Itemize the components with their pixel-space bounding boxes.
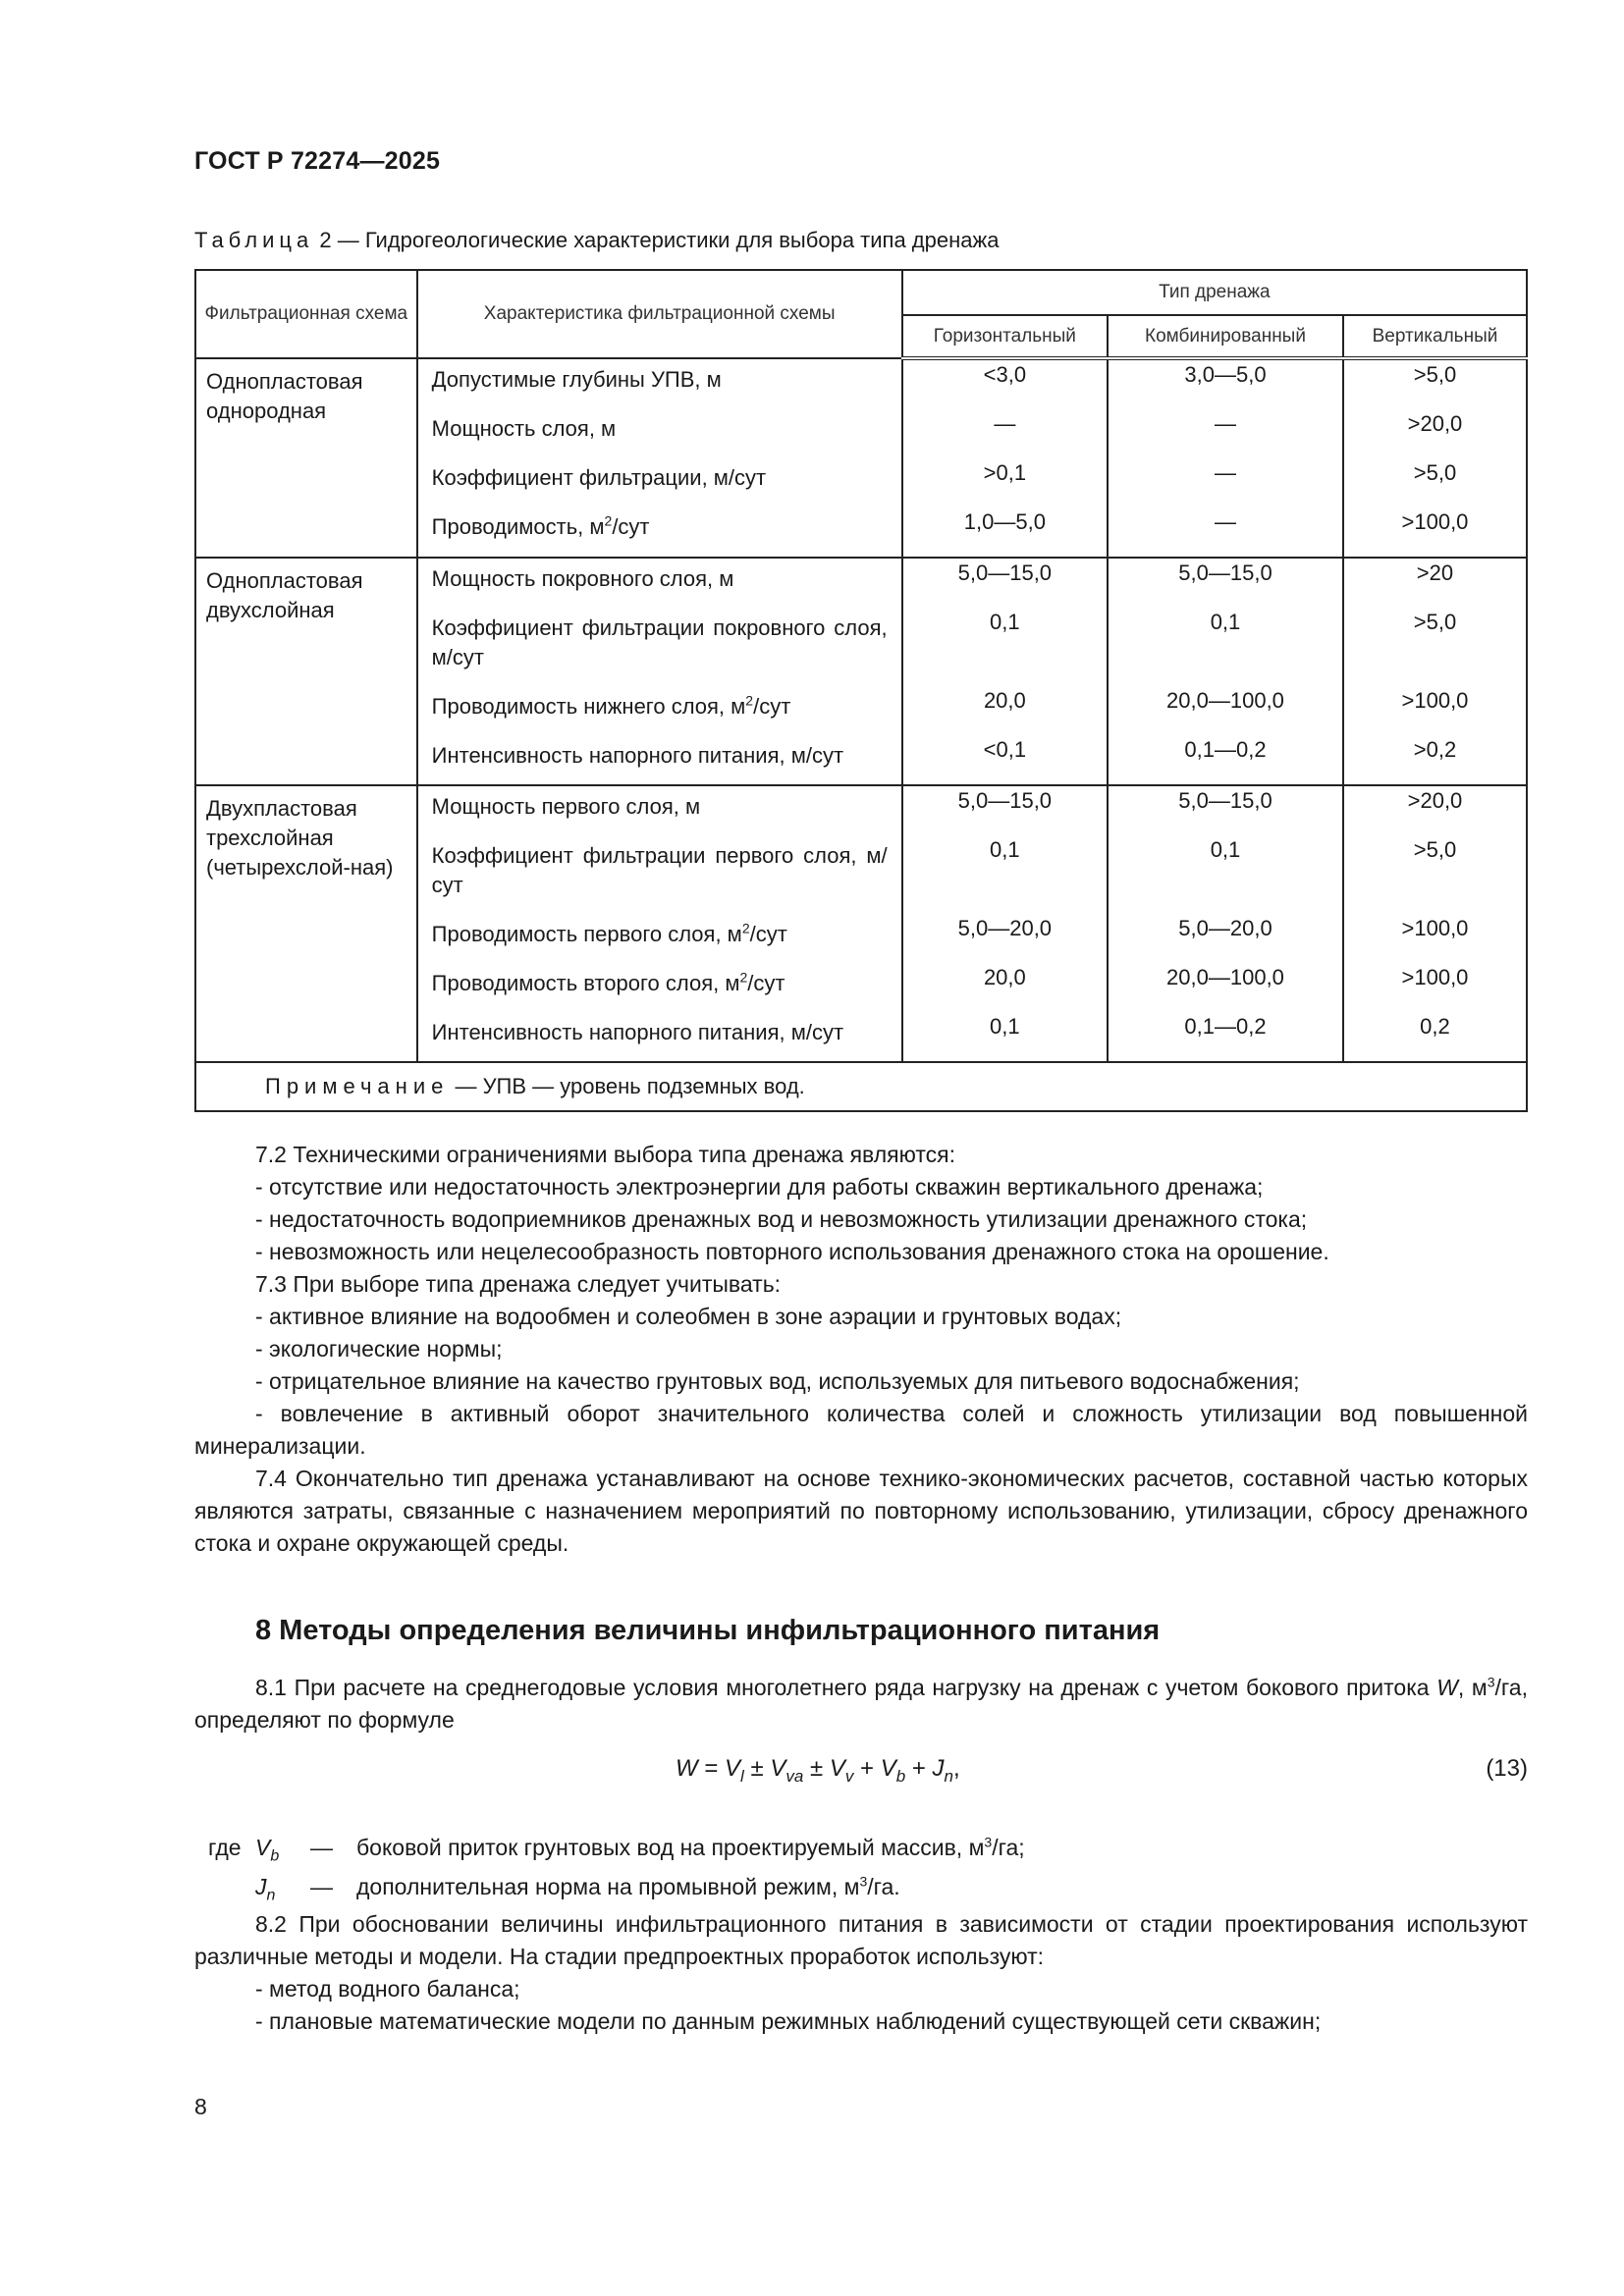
var-w: W <box>1436 1675 1458 1700</box>
paragraph-8-1 <box>194 1672 1528 1736</box>
characteristic-cell <box>417 785 902 1062</box>
characteristic-text: Мощность слоя, м <box>431 416 617 441</box>
formula-expression: $W = V_l \pm V_{va} \pm V_v + V_b + J_n$, <box>676 1755 960 1786</box>
table-note <box>195 1062 1527 1111</box>
characteristic-text: Мощность покровного слоя, м <box>431 566 734 591</box>
value-text: 20,0 <box>983 965 1026 989</box>
characteristic-text: Интенсивность напорного питания, м/сут <box>431 1020 844 1044</box>
value-text: 3,0—5,0 <box>1184 362 1267 387</box>
characteristic-text: Мощность первого слоя, м <box>431 794 701 819</box>
value-text: >5,0 <box>1413 460 1457 485</box>
table-caption-title: 2 — Гидрогеологические характеристики для выбора типа дренажа <box>313 228 1000 252</box>
p81-tail: /га, определяют по формуле <box>194 1675 1528 1733</box>
characteristic-text: Допустимые глубины УПВ, м <box>431 367 722 392</box>
value-text: 0,2 <box>1420 1014 1450 1039</box>
p81-sup: 3 <box>1487 1674 1495 1690</box>
table-row-group <box>195 558 1527 785</box>
value-text: 5,0—15,0 <box>957 788 1053 813</box>
value-text: 0,1 <box>1210 610 1241 634</box>
schema-cell: Двухпластовая трехслойная (четырехслой-ная) <box>195 785 417 1062</box>
value-text: — <box>1214 509 1236 534</box>
vertical-cell <box>1343 785 1527 1062</box>
characteristic-cell <box>417 358 902 558</box>
list-item: - недостаточность водоприемников дренажных вод и невозможность утилизации дренажного стока; <box>255 1206 1308 1232</box>
schema-cell: Однопластовая двухслойная <box>195 558 417 785</box>
p81-unit: , м <box>1457 1675 1488 1700</box>
list-item: - невозможность или нецелесообразность повторного использования дренажного стока на орошение. <box>255 1239 1329 1264</box>
drainage-table <box>194 269 1528 1112</box>
value-text: 1,0—5,0 <box>963 509 1046 534</box>
symbol: $V_b$ <box>255 1835 280 1865</box>
value-text: >100,0 <box>1401 509 1469 534</box>
table-caption <box>194 228 999 253</box>
value-text: 0,1 <box>990 837 1020 862</box>
characteristic-text: Проводимость нижнего слоя, $м^2$/сут <box>431 692 791 719</box>
schema-cell: Однопластовая однородная <box>195 358 417 558</box>
value-text: — <box>1214 460 1236 485</box>
paragraph: 7.2 Техническими ограничениями выбора типа дренажа являются: <box>255 1142 955 1167</box>
formula-13 <box>194 1755 1528 1789</box>
value-text: — <box>1214 411 1236 436</box>
vertical-cell <box>1343 558 1527 785</box>
value-text: >5,0 <box>1413 837 1457 862</box>
col-header-schema: Фильтрационная схема <box>195 270 417 358</box>
combined-cell <box>1108 358 1343 558</box>
document-header: ГОСТ Р 72274—2025 <box>194 147 441 175</box>
list-item: - отрицательное влияние на качество грунтовых вод, используемых для питьевого водоснабжения; <box>255 1368 1300 1394</box>
value-text: >0,2 <box>1413 737 1457 762</box>
note-label: Примечание <box>265 1074 450 1098</box>
col-header-combined: Комбинированный <box>1108 315 1343 358</box>
col-header-drainage-type: Тип дренажа <box>902 270 1527 315</box>
value-text: 5,0—15,0 <box>1178 788 1272 813</box>
value-text: 0,1—0,2 <box>1184 737 1267 762</box>
value-text: >5,0 <box>1413 610 1457 634</box>
value-text: <0,1 <box>983 737 1027 762</box>
value-text: 5,0—15,0 <box>1178 561 1272 585</box>
note-text: — УПВ — уровень подземных вод. <box>449 1074 805 1098</box>
page-number: 8 <box>194 2094 207 2119</box>
list-item: - метод водного баланса; <box>255 1976 520 2002</box>
list-item: - активное влияние на водообмен и солеобмен в зоне аэрации и грунтовых водах; <box>255 1304 1122 1329</box>
dash: — <box>310 1835 333 1860</box>
characteristic-text: Интенсивность напорного питания, м/сут <box>431 743 844 768</box>
col-header-vertical: Вертикальный <box>1343 315 1527 358</box>
paragraph: 8.2 При обосновании величины инфильтрационного питания в зависимости от стадии проектирования используют различные методы и модели. На стадии предпроектных проработок используют: <box>194 1911 1528 1969</box>
value-text: 5,0—15,0 <box>957 561 1053 585</box>
characteristic-text: Коэффициент фильтрации, м/сут <box>431 465 767 490</box>
value-text: >20,0 <box>1407 411 1463 436</box>
characteristic-text: Проводимость, $м^2$/сут <box>431 512 650 539</box>
vertical-cell <box>1343 358 1527 558</box>
value-text: >5,0 <box>1413 362 1457 387</box>
table-row-group <box>195 358 1527 558</box>
value-text: 0,1 <box>1210 837 1241 862</box>
value-text: 20,0—100,0 <box>1166 965 1284 989</box>
value-text: 0,1—0,2 <box>1184 1014 1267 1039</box>
value-text: 0,1 <box>990 1014 1020 1039</box>
horizontal-cell <box>902 358 1108 558</box>
value-text: 20,0 <box>983 688 1026 713</box>
value-text: >100,0 <box>1401 965 1469 989</box>
paragraph-8-2 <box>194 1908 1528 2038</box>
paragraph: 7.4 Окончательно тип дренажа устанавливают на основе технико-экономических расчетов, составной частью которых являются затраты, связанные с назначением мероприятий по повторному использованию, утилизации, сбросу дренажного стока и охране окружающей среды. <box>194 1466 1528 1556</box>
section-title: 8 Методы определения величины инфильтрационного питания <box>255 1615 1161 1646</box>
paragraph: 7.3 При выборе типа дренажа следует учитывать: <box>255 1271 782 1297</box>
value-text: >100,0 <box>1401 916 1469 940</box>
combined-cell <box>1108 785 1343 1062</box>
value-text: <3,0 <box>983 362 1027 387</box>
list-item: - плановые математические модели по данным режимных наблюдений существующей сети скважин; <box>255 2008 1322 2034</box>
p81-text: 8.1 При расчете на среднегодовые условия многолетнего ряда нагрузку на дренаж с учетом бокового притока <box>255 1675 1437 1700</box>
list-item: - вовлечение в активный оборот значительного количества солей и сложность утилизации вод повышенной минерализации. <box>194 1401 1528 1459</box>
symbol: $J_n$ <box>255 1874 276 1904</box>
description: дополнительная норма на промывной режим, $м^3/га$. <box>356 1873 900 1899</box>
list-item: - экологические нормы; <box>255 1336 503 1362</box>
col-header-horizontal: Горизонтальный <box>902 315 1108 358</box>
value-text: — <box>994 411 1016 436</box>
section-7-text <box>194 1139 1528 1560</box>
table-caption-label: Таблица <box>194 228 314 252</box>
value-text: 20,0—100,0 <box>1166 688 1284 713</box>
characteristic-text: Проводимость второго слоя, $м^2$/сут <box>431 969 785 995</box>
value-text: >20 <box>1416 561 1454 585</box>
characteristic-text: Коэффициент фильтрации покровного слоя, м/сут <box>431 615 888 669</box>
characteristic-text: Проводимость первого слоя, $м^2$/сут <box>431 920 787 946</box>
horizontal-cell <box>902 558 1108 785</box>
value-text: >0,1 <box>983 460 1027 485</box>
table-row-group <box>195 785 1527 1062</box>
col-header-characteristic: Характеристика фильтрационной схемы <box>417 270 902 358</box>
characteristic-text: Коэффициент фильтрации первого слоя, м/сут <box>431 843 888 897</box>
list-item: - отсутствие или недостаточность электроэнергии для работы скважин вертикального дренажа; <box>255 1174 1264 1200</box>
value-text: >20,0 <box>1407 788 1463 813</box>
value-text: >100,0 <box>1401 688 1469 713</box>
horizontal-cell <box>902 785 1108 1062</box>
description: боковой приток грунтовых вод на проектируемый массив, $м^3/га$; <box>356 1834 1025 1860</box>
characteristic-cell <box>417 558 902 785</box>
value-text: 0,1 <box>990 610 1020 634</box>
formula-number: (13) <box>1486 1755 1528 1782</box>
value-text: 5,0—20,0 <box>957 916 1053 940</box>
dash: — <box>310 1874 333 1899</box>
where-label: где <box>208 1835 242 1860</box>
combined-cell <box>1108 558 1343 785</box>
value-text: 5,0—20,0 <box>1178 916 1272 940</box>
